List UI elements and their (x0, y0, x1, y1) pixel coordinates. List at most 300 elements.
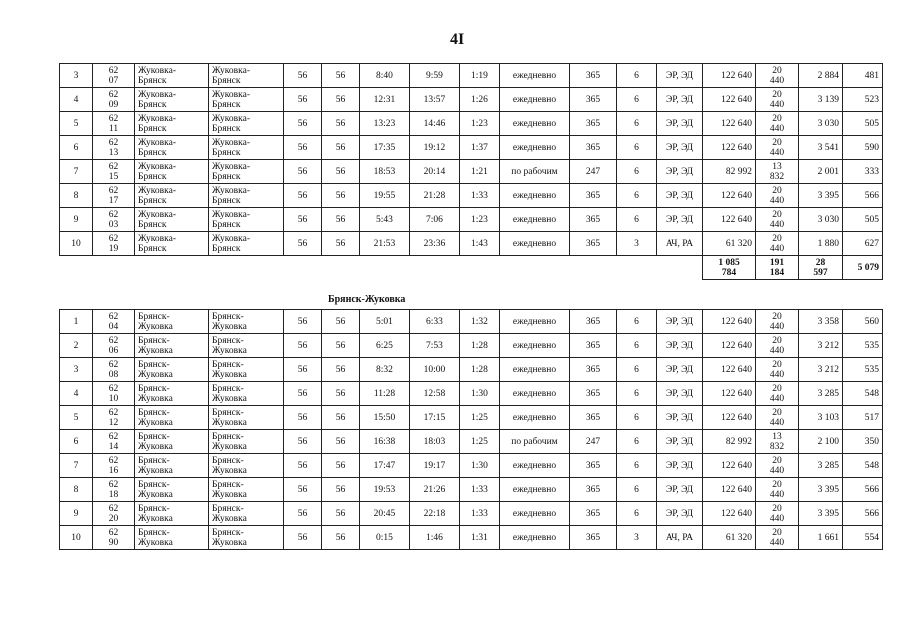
car-count: 6 (617, 88, 657, 112)
days-of-operation: ежедневно (500, 454, 570, 478)
train-type: ЭР, ЭД (657, 430, 703, 454)
route-to: Брянск- Жуковка (209, 358, 284, 382)
duration: 1:30 (460, 454, 500, 478)
table-row (60, 454, 883, 478)
departure-time: 0:15 (360, 526, 410, 550)
distance-a: 56 (284, 112, 322, 136)
distance-b: 56 (322, 160, 360, 184)
route-to: Жуковка- Брянск (209, 136, 284, 160)
row-index: 9 (60, 502, 93, 526)
value-3: 3 103 (799, 406, 843, 430)
row-index: 10 (60, 526, 93, 550)
value-4: 627 (843, 232, 883, 256)
days-count: 365 (570, 232, 617, 256)
value-4: 590 (843, 136, 883, 160)
train-type: ЭР, ЭД (657, 358, 703, 382)
train-number: 62 12 (93, 406, 135, 430)
duration: 1:31 (460, 526, 500, 550)
row-index: 8 (60, 478, 93, 502)
duration: 1:32 (460, 310, 500, 334)
value-2: 20 440 (756, 64, 799, 88)
distance-b: 56 (322, 232, 360, 256)
route-to: Жуковка- Брянск (209, 184, 284, 208)
car-count: 6 (617, 208, 657, 232)
car-count: 6 (617, 64, 657, 88)
value-4: 566 (843, 478, 883, 502)
distance-a: 56 (284, 88, 322, 112)
distance-a: 56 (284, 454, 322, 478)
value-4: 505 (843, 112, 883, 136)
days-of-operation: ежедневно (500, 208, 570, 232)
days-count: 247 (570, 430, 617, 454)
value-2: 20 440 (756, 454, 799, 478)
value-2: 20 440 (756, 502, 799, 526)
value-3: 2 884 (799, 64, 843, 88)
route-from: Брянск- Жуковка (135, 334, 209, 358)
days-of-operation: ежедневно (500, 382, 570, 406)
value-4: 333 (843, 160, 883, 184)
days-count: 365 (570, 382, 617, 406)
route-to: Брянск- Жуковка (209, 478, 284, 502)
total-value-4: 5 079 (843, 256, 883, 280)
route-to: Брянск- Жуковка (209, 310, 284, 334)
row-index: 8 (60, 184, 93, 208)
distance-b: 56 (322, 526, 360, 550)
route-to: Брянск- Жуковка (209, 334, 284, 358)
value-2: 20 440 (756, 358, 799, 382)
total-value-2: 191 184 (756, 256, 799, 280)
row-index: 6 (60, 136, 93, 160)
value-2: 20 440 (756, 406, 799, 430)
car-count: 6 (617, 358, 657, 382)
duration: 1:30 (460, 382, 500, 406)
days-of-operation: ежедневно (500, 334, 570, 358)
value-3: 2 001 (799, 160, 843, 184)
distance-a: 56 (284, 310, 322, 334)
value-1: 122 640 (703, 334, 756, 358)
value-4: 560 (843, 310, 883, 334)
row-index: 2 (60, 334, 93, 358)
value-3: 1 880 (799, 232, 843, 256)
distance-a: 56 (284, 502, 322, 526)
value-2: 20 440 (756, 184, 799, 208)
days-count: 365 (570, 502, 617, 526)
route-from: Брянск- Жуковка (135, 430, 209, 454)
value-1: 122 640 (703, 208, 756, 232)
schedule-table-bryansk-zhukovka (59, 309, 883, 550)
days-of-operation: ежедневно (500, 232, 570, 256)
row-index: 10 (60, 232, 93, 256)
train-type: ЭР, ЭД (657, 208, 703, 232)
train-number: 62 90 (93, 526, 135, 550)
arrival-time: 17:15 (410, 406, 460, 430)
route-to: Жуковка- Брянск (209, 112, 284, 136)
days-count: 365 (570, 64, 617, 88)
table-row (60, 382, 883, 406)
days-count: 365 (570, 358, 617, 382)
departure-time: 8:32 (360, 358, 410, 382)
section-title: Брянск-Жуковка (328, 294, 406, 305)
value-1: 122 640 (703, 454, 756, 478)
arrival-time: 12:58 (410, 382, 460, 406)
train-number: 62 20 (93, 502, 135, 526)
table-row (60, 430, 883, 454)
route-to: Брянск- Жуковка (209, 430, 284, 454)
departure-time: 11:28 (360, 382, 410, 406)
value-2: 20 440 (756, 526, 799, 550)
car-count: 6 (617, 406, 657, 430)
arrival-time: 19:17 (410, 454, 460, 478)
row-index: 7 (60, 160, 93, 184)
value-2: 13 832 (756, 430, 799, 454)
table-row (60, 136, 883, 160)
train-type: ЭР, ЭД (657, 406, 703, 430)
value-1: 122 640 (703, 502, 756, 526)
route-from: Брянск- Жуковка (135, 502, 209, 526)
table-row (60, 184, 883, 208)
days-of-operation: ежедневно (500, 310, 570, 334)
train-number: 62 06 (93, 334, 135, 358)
days-of-operation: по рабочим (500, 160, 570, 184)
route-from: Жуковка- Брянск (135, 64, 209, 88)
distance-b: 56 (322, 406, 360, 430)
car-count: 6 (617, 184, 657, 208)
departure-time: 16:38 (360, 430, 410, 454)
train-number: 62 03 (93, 208, 135, 232)
table-row (60, 232, 883, 256)
value-2: 13 832 (756, 160, 799, 184)
distance-a: 56 (284, 208, 322, 232)
departure-time: 21:53 (360, 232, 410, 256)
car-count: 3 (617, 526, 657, 550)
route-from: Жуковка- Брянск (135, 184, 209, 208)
row-index: 3 (60, 358, 93, 382)
arrival-time: 19:12 (410, 136, 460, 160)
route-from: Брянск- Жуковка (135, 310, 209, 334)
departure-time: 5:43 (360, 208, 410, 232)
departure-time: 15:50 (360, 406, 410, 430)
train-number: 62 18 (93, 478, 135, 502)
table-row (60, 208, 883, 232)
total-value-3: 28 597 (799, 256, 843, 280)
value-4: 350 (843, 430, 883, 454)
distance-a: 56 (284, 334, 322, 358)
duration: 1:28 (460, 334, 500, 358)
distance-b: 56 (322, 478, 360, 502)
days-count: 365 (570, 184, 617, 208)
distance-b: 56 (322, 502, 360, 526)
arrival-time: 21:26 (410, 478, 460, 502)
duration: 1:33 (460, 184, 500, 208)
table-row (60, 64, 883, 88)
days-of-operation: ежедневно (500, 184, 570, 208)
departure-time: 17:35 (360, 136, 410, 160)
departure-time: 12:31 (360, 88, 410, 112)
arrival-time: 7:06 (410, 208, 460, 232)
distance-b: 56 (322, 430, 360, 454)
value-1: 122 640 (703, 310, 756, 334)
distance-a: 56 (284, 160, 322, 184)
distance-b: 56 (322, 382, 360, 406)
page-number: 4I (450, 31, 465, 48)
train-type: ЭР, ЭД (657, 454, 703, 478)
arrival-time: 18:03 (410, 430, 460, 454)
distance-b: 56 (322, 64, 360, 88)
route-from: Брянск- Жуковка (135, 358, 209, 382)
car-count: 6 (617, 430, 657, 454)
duration: 1:26 (460, 88, 500, 112)
route-from: Брянск- Жуковка (135, 406, 209, 430)
route-to: Брянск- Жуковка (209, 454, 284, 478)
arrival-time: 6:33 (410, 310, 460, 334)
days-of-operation: ежедневно (500, 526, 570, 550)
table-row (60, 112, 883, 136)
value-4: 548 (843, 382, 883, 406)
value-1: 122 640 (703, 382, 756, 406)
table-row (60, 88, 883, 112)
days-count: 365 (570, 334, 617, 358)
value-3: 3 395 (799, 184, 843, 208)
value-4: 505 (843, 208, 883, 232)
value-3: 1 661 (799, 526, 843, 550)
days-of-operation: ежедневно (500, 64, 570, 88)
train-number: 62 07 (93, 64, 135, 88)
car-count: 6 (617, 382, 657, 406)
distance-b: 56 (322, 334, 360, 358)
arrival-time: 10:00 (410, 358, 460, 382)
departure-time: 5:01 (360, 310, 410, 334)
train-number: 62 19 (93, 232, 135, 256)
car-count: 6 (617, 136, 657, 160)
departure-time: 8:40 (360, 64, 410, 88)
value-1: 61 320 (703, 232, 756, 256)
table-row (60, 526, 883, 550)
arrival-time: 9:59 (410, 64, 460, 88)
days-of-operation: ежедневно (500, 88, 570, 112)
route-to: Жуковка- Брянск (209, 208, 284, 232)
value-3: 3 541 (799, 136, 843, 160)
car-count: 6 (617, 160, 657, 184)
value-3: 3 358 (799, 310, 843, 334)
table-row (60, 502, 883, 526)
duration: 1:28 (460, 358, 500, 382)
arrival-time: 14:46 (410, 112, 460, 136)
days-of-operation: ежедневно (500, 112, 570, 136)
distance-b: 56 (322, 136, 360, 160)
route-to: Брянск- Жуковка (209, 502, 284, 526)
route-to: Брянск- Жуковка (209, 526, 284, 550)
duration: 1:43 (460, 232, 500, 256)
train-type: ЭР, ЭД (657, 136, 703, 160)
days-of-operation: ежедневно (500, 502, 570, 526)
train-number: 62 08 (93, 358, 135, 382)
train-type: ЭР, ЭД (657, 112, 703, 136)
route-to: Жуковка- Брянск (209, 160, 284, 184)
row-index: 5 (60, 406, 93, 430)
value-3: 3 030 (799, 112, 843, 136)
arrival-time: 22:18 (410, 502, 460, 526)
train-number: 62 14 (93, 430, 135, 454)
train-type: АЧ, РА (657, 232, 703, 256)
train-type: ЭР, ЭД (657, 184, 703, 208)
car-count: 6 (617, 310, 657, 334)
arrival-time: 20:14 (410, 160, 460, 184)
value-2: 20 440 (756, 382, 799, 406)
distance-a: 56 (284, 430, 322, 454)
car-count: 6 (617, 454, 657, 478)
value-2: 20 440 (756, 88, 799, 112)
totals-row (60, 256, 883, 280)
duration: 1:25 (460, 430, 500, 454)
value-4: 566 (843, 502, 883, 526)
distance-b: 56 (322, 454, 360, 478)
distance-b: 56 (322, 358, 360, 382)
car-count: 3 (617, 232, 657, 256)
days-of-operation: ежедневно (500, 358, 570, 382)
train-type: ЭР, ЭД (657, 310, 703, 334)
value-4: 481 (843, 64, 883, 88)
days-count: 365 (570, 406, 617, 430)
value-1: 122 640 (703, 406, 756, 430)
value-1: 122 640 (703, 64, 756, 88)
table-row (60, 310, 883, 334)
duration: 1:23 (460, 112, 500, 136)
route-from: Жуковка- Брянск (135, 208, 209, 232)
departure-time: 6:25 (360, 334, 410, 358)
days-count: 365 (570, 454, 617, 478)
value-3: 3 212 (799, 334, 843, 358)
value-4: 566 (843, 184, 883, 208)
route-to: Брянск- Жуковка (209, 406, 284, 430)
route-from: Жуковка- Брянск (135, 232, 209, 256)
distance-b: 56 (322, 184, 360, 208)
total-value-1: 1 085 784 (703, 256, 756, 280)
totals-spacer (60, 256, 703, 280)
train-type: ЭР, ЭД (657, 478, 703, 502)
route-from: Брянск- Жуковка (135, 526, 209, 550)
row-index: 4 (60, 382, 93, 406)
route-to: Брянск- Жуковка (209, 382, 284, 406)
train-type: ЭР, ЭД (657, 382, 703, 406)
table-row (60, 406, 883, 430)
value-4: 554 (843, 526, 883, 550)
table-row (60, 358, 883, 382)
distance-a: 56 (284, 406, 322, 430)
value-2: 20 440 (756, 478, 799, 502)
distance-a: 56 (284, 64, 322, 88)
row-index: 3 (60, 64, 93, 88)
route-from: Брянск- Жуковка (135, 382, 209, 406)
value-4: 548 (843, 454, 883, 478)
duration: 1:25 (460, 406, 500, 430)
value-3: 3 395 (799, 478, 843, 502)
days-count: 365 (570, 88, 617, 112)
duration: 1:19 (460, 64, 500, 88)
car-count: 6 (617, 478, 657, 502)
arrival-time: 13:57 (410, 88, 460, 112)
car-count: 6 (617, 502, 657, 526)
train-number: 62 16 (93, 454, 135, 478)
value-3: 2 100 (799, 430, 843, 454)
route-from: Жуковка- Брянск (135, 112, 209, 136)
value-4: 535 (843, 358, 883, 382)
distance-a: 56 (284, 232, 322, 256)
train-type: ЭР, ЭД (657, 160, 703, 184)
distance-b: 56 (322, 88, 360, 112)
value-2: 20 440 (756, 334, 799, 358)
car-count: 6 (617, 334, 657, 358)
train-type: ЭР, ЭД (657, 334, 703, 358)
value-2: 20 440 (756, 310, 799, 334)
value-1: 61 320 (703, 526, 756, 550)
value-3: 3 395 (799, 502, 843, 526)
car-count: 6 (617, 112, 657, 136)
duration: 1:21 (460, 160, 500, 184)
distance-a: 56 (284, 184, 322, 208)
arrival-time: 7:53 (410, 334, 460, 358)
arrival-time: 21:28 (410, 184, 460, 208)
value-4: 523 (843, 88, 883, 112)
train-number: 62 15 (93, 160, 135, 184)
distance-b: 56 (322, 310, 360, 334)
route-from: Брянск- Жуковка (135, 454, 209, 478)
route-from: Жуковка- Брянск (135, 160, 209, 184)
distance-a: 56 (284, 136, 322, 160)
row-index: 9 (60, 208, 93, 232)
distance-a: 56 (284, 526, 322, 550)
arrival-time: 23:36 (410, 232, 460, 256)
route-from: Жуковка- Брянск (135, 88, 209, 112)
departure-time: 13:23 (360, 112, 410, 136)
distance-b: 56 (322, 112, 360, 136)
days-of-operation: по рабочим (500, 430, 570, 454)
distance-a: 56 (284, 358, 322, 382)
row-index: 7 (60, 454, 93, 478)
value-3: 3 030 (799, 208, 843, 232)
duration: 1:33 (460, 502, 500, 526)
value-1: 82 992 (703, 160, 756, 184)
value-1: 122 640 (703, 358, 756, 382)
train-number: 62 17 (93, 184, 135, 208)
days-count: 365 (570, 478, 617, 502)
days-count: 365 (570, 310, 617, 334)
train-number: 62 13 (93, 136, 135, 160)
train-type: ЭР, ЭД (657, 88, 703, 112)
distance-b: 56 (322, 208, 360, 232)
row-index: 4 (60, 88, 93, 112)
value-3: 3 285 (799, 382, 843, 406)
departure-time: 19:53 (360, 478, 410, 502)
route-from: Жуковка- Брянск (135, 136, 209, 160)
train-number: 62 10 (93, 382, 135, 406)
route-to: Жуковка- Брянск (209, 232, 284, 256)
value-2: 20 440 (756, 112, 799, 136)
distance-a: 56 (284, 478, 322, 502)
train-number: 62 11 (93, 112, 135, 136)
value-3: 3 139 (799, 88, 843, 112)
departure-time: 18:53 (360, 160, 410, 184)
schedule-table-zhukovka-bryansk (59, 63, 883, 280)
table-row (60, 478, 883, 502)
value-3: 3 212 (799, 358, 843, 382)
value-1: 122 640 (703, 112, 756, 136)
route-from: Брянск- Жуковка (135, 478, 209, 502)
train-type: ЭР, ЭД (657, 502, 703, 526)
value-2: 20 440 (756, 208, 799, 232)
days-count: 247 (570, 160, 617, 184)
days-count: 365 (570, 112, 617, 136)
route-to: Жуковка- Брянск (209, 64, 284, 88)
